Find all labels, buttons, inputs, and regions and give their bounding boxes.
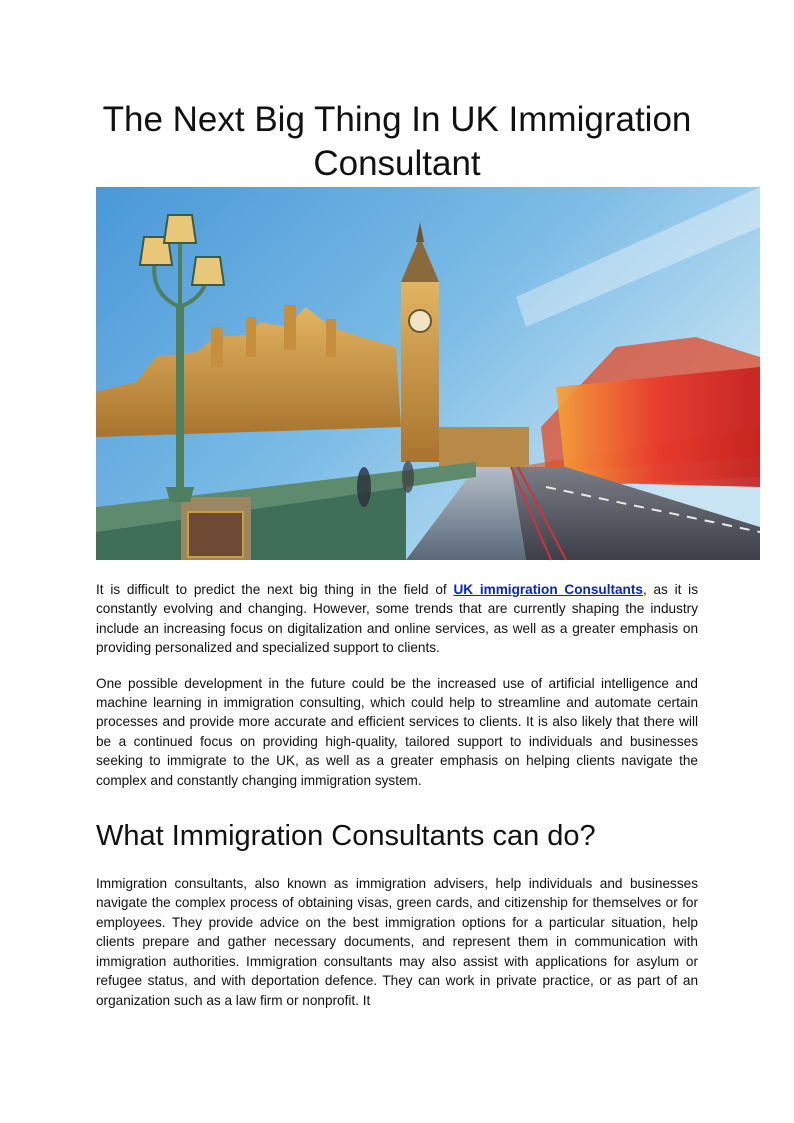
article-body: [96, 580, 698, 1026]
paragraph-future: One possible development in the future could be the increased use of artificial intelligence and machine learning in immigration consulting, which could help to streamline and automate certain processes and provide more accurate and efficient services to clients. It is also likely that there will be a continued focus on providing high-quality, tailored support to individuals and businesses seeking to immigrate to the UK, as well as a greater emphasis on helping clients navigate the complex and constantly changing immigration system.: [96, 675, 698, 788]
section-heading: What Immigration Consultants can do?: [96, 820, 596, 853]
uk-immigration-consultants-link[interactable]: UK immigration Consultants: [453, 582, 643, 597]
paragraph-intro-lead: It is difficult to predict the next big thing in the field of: [96, 582, 454, 597]
paragraph-consultants: Immigration consultants, also known as immigration advisers, help individuals and businesses navigate the complex process of obtaining visas, green cards, and citizenship for themselves or for employees. They provide advice on the best immigration options for a particular situation, help clients prepare and gather necessary documents, and represent them in communication with immigration authorities. Immigration consultants may also assist with applications for asylum or refugee status, and with deportation defence. They can work in private practice, or as part of an organization such as a law firm or nonprofit. It: [96, 876, 698, 1008]
hero-image: [96, 187, 760, 560]
paragraph-intro: [96, 580, 698, 658]
paragraph-intro-tail: , as it is constantly evolving and changing. However, some trends that are currently shaping the industry include an increasing focus on digitalization and online services, as well as a greater emphasis on providing personalized and specialized support to clients.: [96, 582, 698, 656]
page-title: The Next Big Thing In UK Immigration Consultant: [102, 100, 692, 183]
